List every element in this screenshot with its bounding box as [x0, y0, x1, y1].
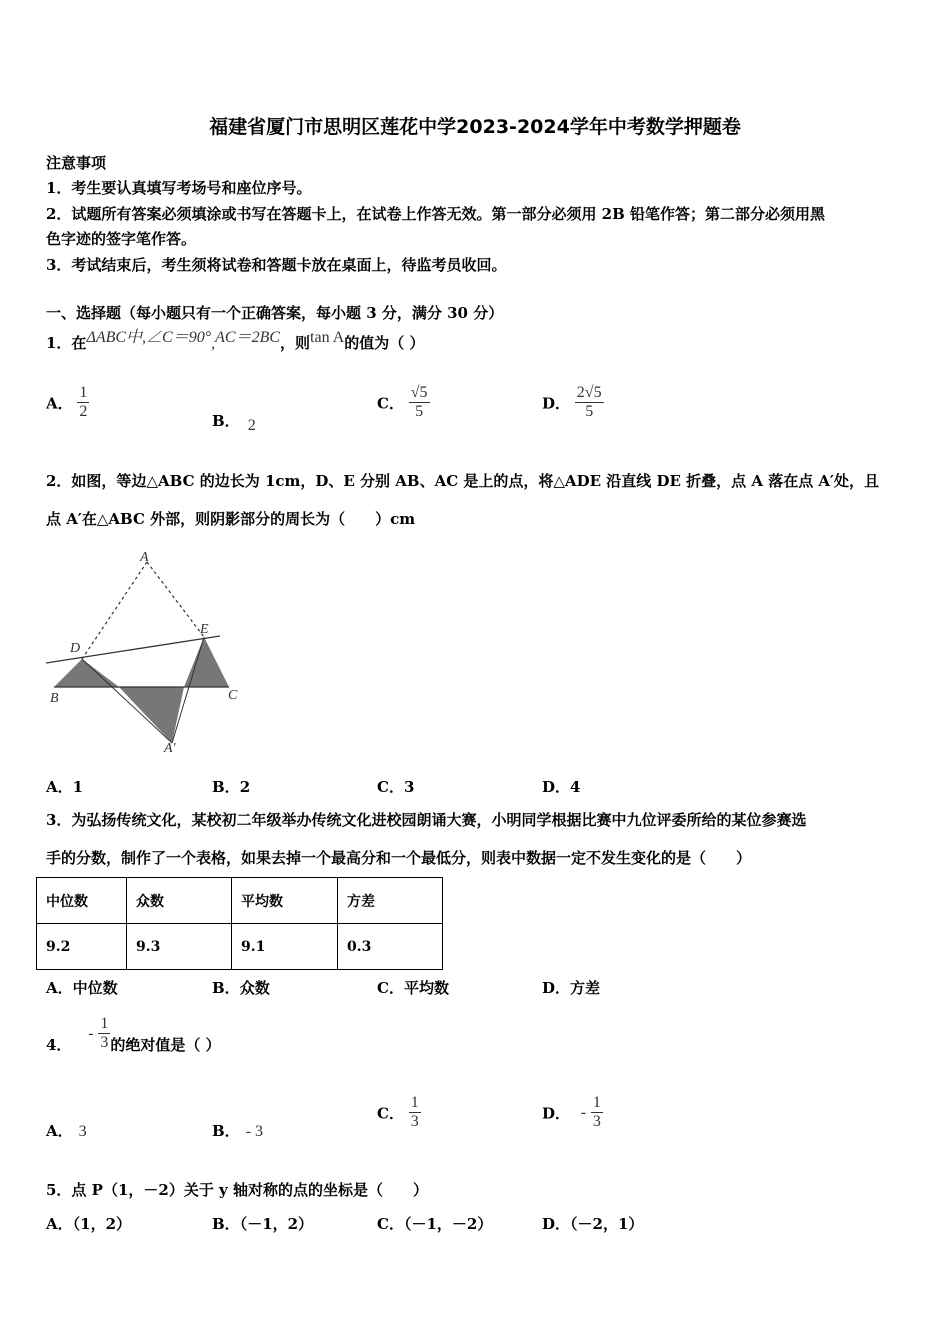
- dashed-ae: [147, 562, 204, 637]
- notice-item-2-cont: 色字迹的签字笔作答。: [46, 230, 197, 248]
- notice-item-1: 1．考生要认真填写考场号和座位序号。: [46, 179, 312, 197]
- question-3-line-2: 手的分数，制作了一个表格，如果去掉一个最高分和一个最低分，则表中数据一定不发生变化的是（ ）: [46, 849, 752, 867]
- numerator: 1: [77, 384, 89, 403]
- q1-suffix: 的值为（ ）: [344, 334, 425, 352]
- question-4-stem: [46, 1012, 221, 1055]
- option-label: B．: [212, 979, 240, 997]
- table-header-cell: 中位数: [37, 878, 127, 924]
- option-label: B．: [212, 412, 240, 430]
- numerator: 1: [409, 1094, 421, 1113]
- q1-separator: ,: [211, 335, 216, 352]
- question-2-line-2: 点 A′在△ABC 外部，则阴影部分的周长为（ ）cm: [46, 510, 416, 528]
- option-value: 4: [570, 778, 581, 796]
- stats-table: [36, 877, 443, 970]
- fraction: [575, 384, 604, 422]
- table-header-cell: 方差: [338, 878, 443, 924]
- label-d: D: [70, 641, 81, 656]
- option-label: D．: [542, 778, 571, 796]
- option-value: 2: [239, 778, 251, 796]
- option-value: （－2，1）: [570, 1215, 644, 1233]
- q3-option-c[interactable]: [377, 977, 449, 998]
- q2-option-b[interactable]: [212, 776, 250, 797]
- q5-option-c[interactable]: [377, 1213, 492, 1234]
- denominator: 2: [79, 403, 88, 421]
- q4-option-b[interactable]: [212, 1120, 263, 1141]
- negative-sign: -: [580, 1103, 587, 1121]
- option-label: A．: [46, 1215, 73, 1233]
- label-a-prime: A′: [164, 741, 176, 756]
- option-label: D．: [542, 1215, 571, 1233]
- notice-heading: 注意事项: [46, 154, 107, 172]
- q1-prefix: 1．在: [46, 334, 87, 352]
- denominator: 5: [585, 403, 594, 421]
- question-3-line-1: 3．为弘扬传统文化，某校初二年级举办传统文化进校园朗诵大赛，小明同学根据比赛中九位评委所给的某位参赛选: [46, 811, 807, 829]
- table-header-cell: 平均数: [232, 878, 338, 924]
- q1-condition-1: ΔABC中,∠C＝90°: [86, 329, 212, 346]
- table-cell: 9.1: [232, 924, 338, 970]
- option-value: 平均数: [403, 979, 449, 997]
- option-label: C．: [377, 979, 404, 997]
- option-label: C．: [377, 778, 404, 796]
- q3-option-a[interactable]: [46, 977, 118, 998]
- label-a: A: [140, 550, 149, 565]
- q4-negative-sign: -: [88, 1024, 94, 1042]
- option-value: 中位数: [72, 979, 118, 997]
- table-row: [37, 924, 443, 970]
- q2-option-d[interactable]: [542, 776, 580, 797]
- option-label: A．: [46, 394, 73, 413]
- notice-item-2: 2．试题所有答案必须填涂或书写在答题卡上，在试卷上作答无效。第一部分必须用 2B 铅笔作答；第二部分必须用黑: [46, 205, 826, 223]
- table-cell: 0.3: [338, 924, 443, 970]
- q1-expression: tan A: [310, 329, 345, 346]
- fraction: [409, 384, 430, 422]
- option-label: D．: [542, 394, 571, 413]
- triangle-fold-figure: [44, 545, 254, 760]
- notice-item-3: 3．考试结束后，考生须将试卷和答题卡放在桌面上，待监考员收回。: [46, 256, 507, 274]
- table-header-row: [37, 878, 443, 924]
- option-value: 3: [78, 1123, 87, 1140]
- q5-option-a[interactable]: [46, 1213, 131, 1234]
- option-value: 3: [403, 778, 415, 796]
- option-label: B．: [212, 1215, 240, 1233]
- fraction: [98, 1015, 110, 1053]
- table-cell: 9.2: [37, 924, 127, 970]
- fraction: [77, 384, 89, 422]
- q4-option-c[interactable]: [377, 1094, 421, 1132]
- option-label: C．: [377, 394, 404, 413]
- option-value: 方差: [570, 979, 601, 997]
- option-label: D．: [542, 1104, 571, 1123]
- option-label: D．: [542, 979, 571, 997]
- option-label: C．: [377, 1104, 404, 1123]
- numerator: √5: [409, 384, 430, 403]
- fraction: [591, 1094, 603, 1132]
- question-5-stem: 5．点 P（1，－2）关于 y 轴对称的点的坐标是（ ）: [46, 1181, 428, 1199]
- denominator: 3: [592, 1113, 601, 1131]
- option-value: 2: [247, 417, 256, 434]
- option-value: - 3: [245, 1123, 264, 1140]
- option-value: （1，2）: [72, 1215, 132, 1233]
- option-label: A．: [46, 778, 73, 796]
- q4-suffix: 的绝对值是（ ）: [110, 1036, 221, 1054]
- fraction: [409, 1094, 421, 1132]
- q4-option-a[interactable]: [46, 1120, 87, 1141]
- q3-option-b[interactable]: [212, 977, 270, 998]
- q1-option-a[interactable]: [46, 384, 89, 422]
- label-c: C: [228, 688, 238, 703]
- q2-option-a[interactable]: [46, 776, 83, 797]
- denominator: 3: [410, 1113, 419, 1131]
- q3-option-d[interactable]: [542, 977, 600, 998]
- option-label: C．: [377, 1215, 404, 1233]
- numerator: 1: [98, 1015, 110, 1034]
- option-value: 众数: [239, 979, 270, 997]
- q1-option-c[interactable]: [377, 384, 430, 422]
- numerator: 1: [591, 1094, 603, 1113]
- option-label: A．: [46, 979, 73, 997]
- q1-option-b[interactable]: [212, 410, 256, 434]
- q4-option-d[interactable]: [542, 1094, 603, 1132]
- q4-prefix: 4．: [46, 1036, 72, 1054]
- table-header-cell: 众数: [127, 878, 232, 924]
- q5-option-b[interactable]: [212, 1213, 313, 1234]
- question-2-line-1: 2．如图，等边△ABC 的边长为 1cm，D、E 分别 AB、AC 是上的点，将△ADE 沿直线 DE 折叠，点 A 落在点 A′处，且: [46, 472, 880, 490]
- page-title: 福建省厦门市思明区莲花中学2023-2024学年中考数学押题卷: [209, 116, 741, 138]
- option-value: 1: [72, 778, 84, 796]
- q5-option-d[interactable]: [542, 1213, 643, 1234]
- q2-option-c[interactable]: [377, 776, 414, 797]
- option-label: A．: [46, 1122, 73, 1140]
- option-value: （－1，－2）: [403, 1215, 493, 1233]
- dashed-ad: [82, 562, 147, 659]
- section-heading: 一、选择题（每小题只有一个正确答案，每小题 3 分，满分 30 分）: [46, 304, 504, 322]
- q1-condition-2: AC＝2BC: [215, 329, 281, 346]
- table-cell: 9.3: [127, 924, 232, 970]
- denominator: 3: [100, 1034, 109, 1051]
- q1-mid: ，则: [280, 334, 311, 352]
- denominator: 5: [415, 403, 424, 421]
- question-1-stem: [46, 330, 425, 353]
- numerator: 2√5: [575, 384, 604, 403]
- option-value: （－1，2）: [239, 1215, 314, 1233]
- label-b: B: [50, 691, 59, 706]
- option-label: B．: [212, 778, 240, 796]
- option-label: B．: [212, 1122, 240, 1140]
- label-e: E: [200, 622, 209, 637]
- q1-option-d[interactable]: [542, 384, 604, 422]
